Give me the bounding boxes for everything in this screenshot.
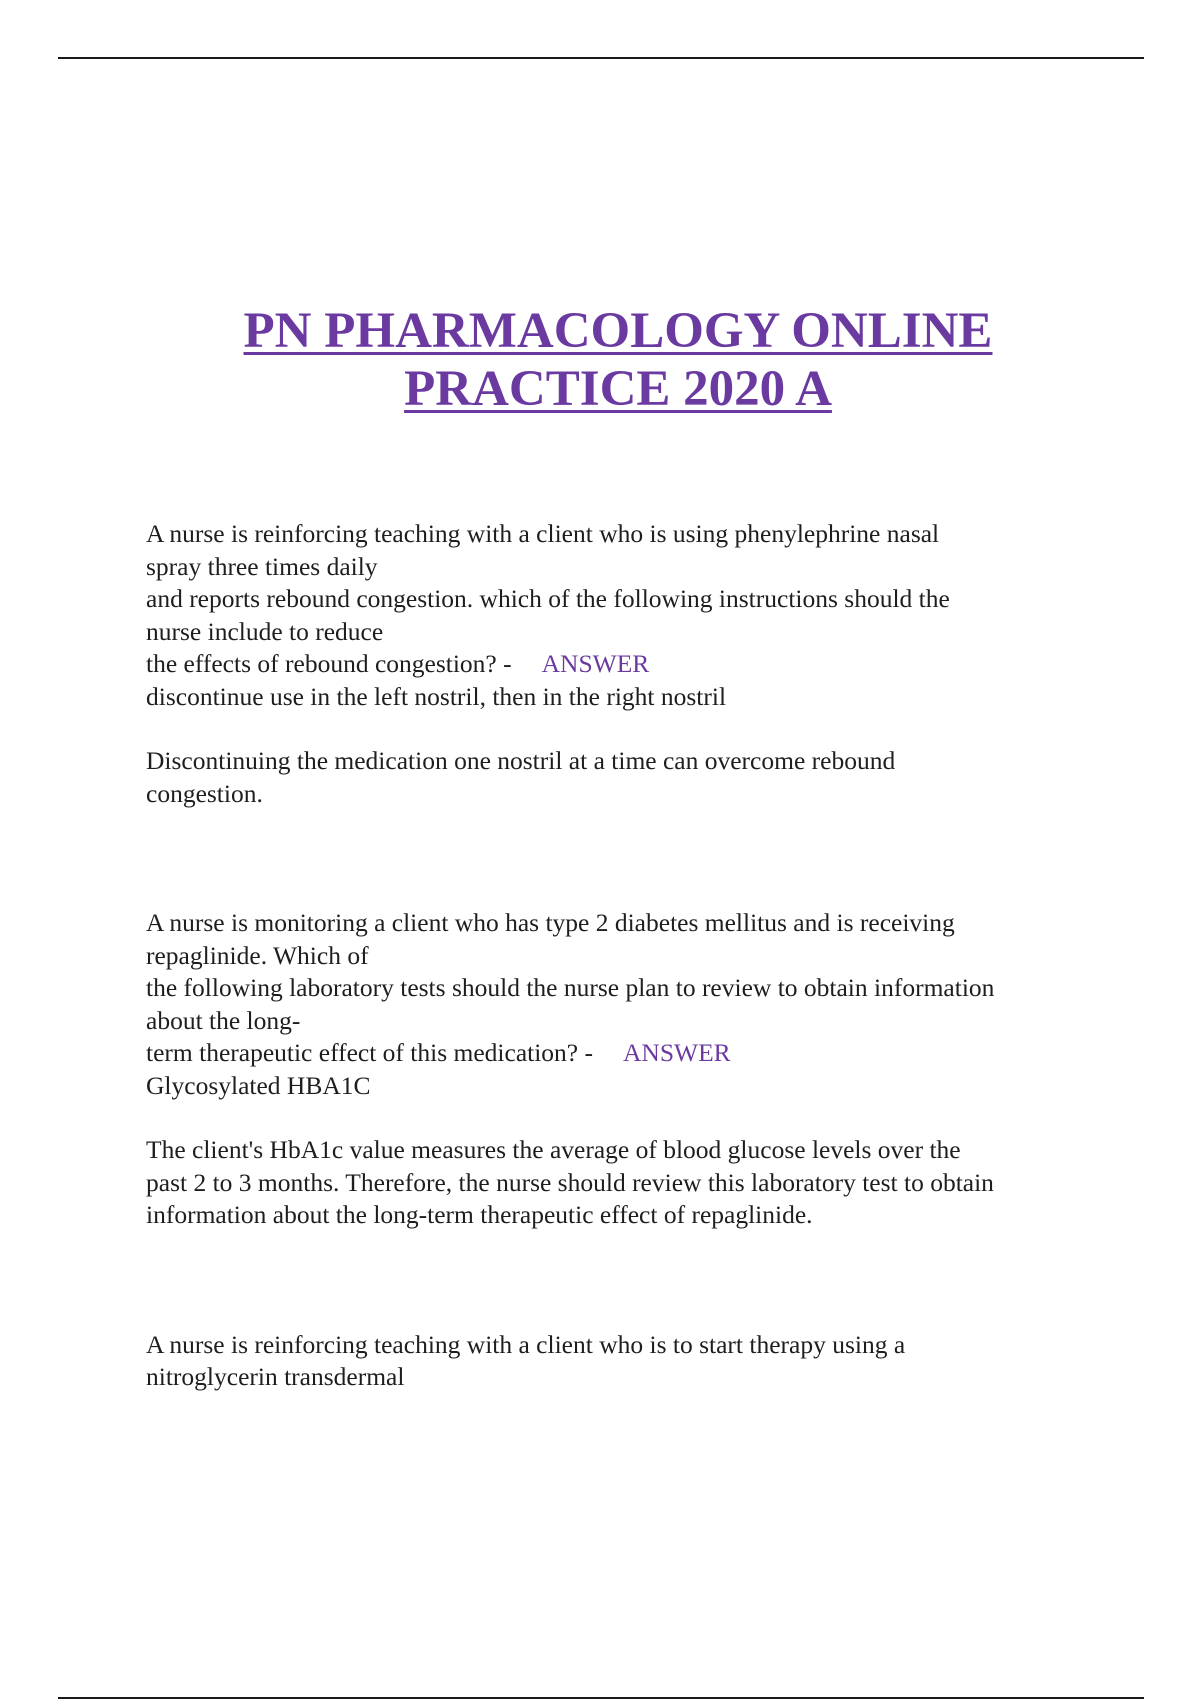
rationale-text: The client's HbA1c value measures the average of blood glucose levels over the — [146, 1135, 961, 1164]
answer-text: Glycosylated HBA1C — [146, 1070, 371, 1100]
question-prompt-line — [146, 1037, 1106, 1070]
question-block — [146, 1329, 1106, 1394]
top-rule — [58, 57, 1144, 59]
answer-text: discontinue use in the left nostril, then in the right nostril — [146, 681, 727, 711]
question-block — [146, 518, 1106, 810]
question-text: nurse include to reduce — [146, 616, 384, 646]
answer-label: ANSWER — [541, 649, 650, 678]
question-text: A nurse is monitoring a client who has type 2 diabetes mellitus and is receiving — [146, 908, 955, 937]
title-line-1: PN PHARMACOLOGY ONLINE — [243, 303, 993, 359]
rationale-text: information about the long-term therapeutic effect of repaglinide. — [146, 1200, 813, 1229]
question-prompt-line — [146, 648, 1106, 681]
rationale-text: Discontinuing the medication one nostril at a time can overcome rebound — [146, 746, 896, 775]
rationale-text: congestion. — [146, 778, 263, 808]
question-text: repaglinide. Which of — [146, 940, 369, 970]
document-title — [0, 302, 1200, 418]
question-text: A nurse is reinforcing teaching with a client who is to start therapy using a — [146, 1329, 906, 1359]
question-text: about the long- — [146, 1005, 301, 1035]
question-text: the effects of rebound congestion? - — [146, 649, 512, 678]
question-text: term therapeutic effect of this medication? - — [146, 1038, 593, 1067]
answer-label: ANSWER — [623, 1038, 731, 1067]
bottom-rule — [58, 1697, 1144, 1699]
question-text: the following laboratory tests should the nurse plan to review to obtain information — [146, 973, 995, 1002]
rationale-text: past 2 to 3 months. Therefore, the nurse should review this laboratory test to obtain — [146, 1167, 994, 1197]
title-line-2: PRACTICE 2020 A — [404, 361, 832, 417]
document-body — [146, 518, 1106, 1394]
question-text: nitroglycerin transdermal — [146, 1362, 405, 1391]
question-text: spray three times daily — [146, 551, 378, 581]
question-block — [146, 907, 1106, 1232]
question-text: A nurse is reinforcing teaching with a client who is using phenylephrine nasal — [146, 519, 940, 548]
question-text: and reports rebound congestion. which of the following instructions should the — [146, 584, 950, 613]
